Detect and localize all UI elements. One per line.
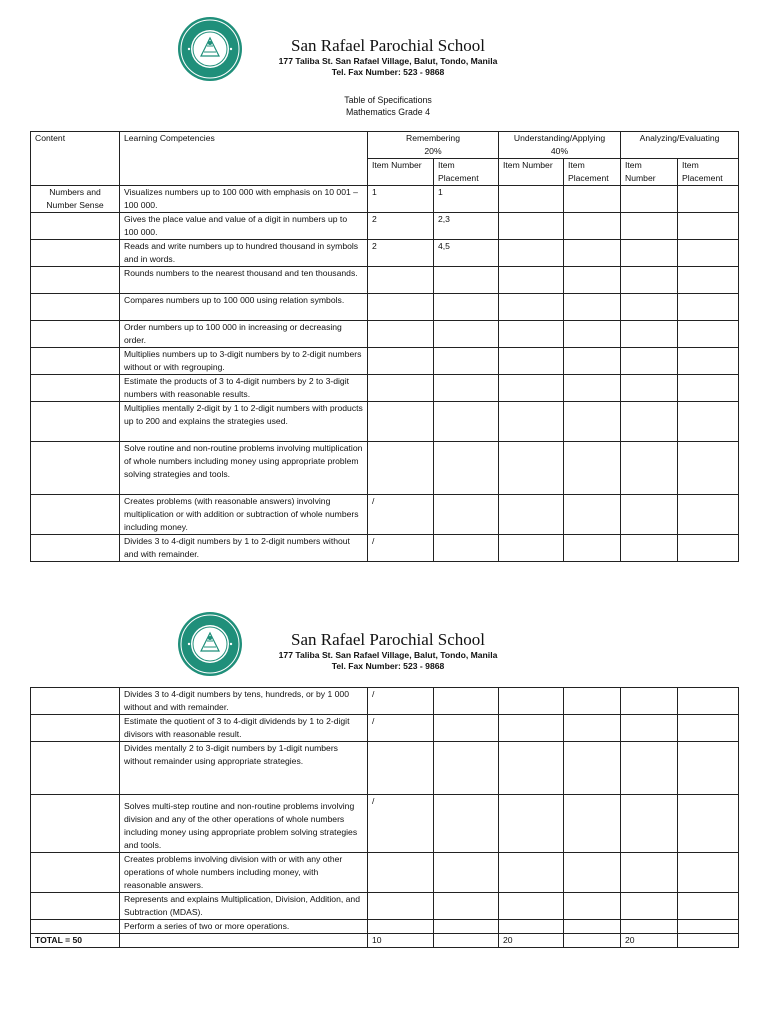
table-row [31, 535, 739, 562]
content-empty-cell [31, 715, 120, 742]
understanding-item-placement [564, 213, 621, 240]
analyzing-item-placement [678, 186, 739, 213]
analyzing-item-number [621, 213, 678, 240]
content-empty-cell [31, 321, 120, 348]
remembering-item-number [368, 402, 434, 442]
total-row [31, 934, 739, 948]
remembering-item-placement [434, 442, 499, 495]
understanding-item-placement [564, 920, 621, 934]
competency-cell: Solves multi-step routine and non-routine problems involving division and any of the other operations of whole numbers including money using appropriate problem solving strategies and tools. [120, 795, 368, 853]
school-seal-logo [177, 611, 243, 677]
understanding-item-number [499, 321, 564, 348]
competency-cell: Order numbers up to 100 000 in increasing or decreasing order. [120, 321, 368, 348]
content-empty-cell [31, 240, 120, 267]
content-empty-cell [31, 495, 120, 535]
competency-cell: Compares numbers up to 100 000 using relation symbols. [120, 294, 368, 321]
table-row [31, 893, 739, 920]
specification-table-page1 [30, 131, 739, 562]
understanding-item-placement [564, 402, 621, 442]
school-tel: Tel. Fax Number: 523 - 9868 [331, 661, 445, 671]
table-row [31, 402, 739, 442]
competency-cell: Creates problems involving division with or with any other operations of whole numbers including money, with reasonable answers. [120, 853, 368, 893]
understanding-item-number [499, 715, 564, 742]
remembering-item-placement [434, 495, 499, 535]
competency-cell: Multiplies mentally 2-digit by 1 to 2-digit numbers with products up to 200 and explains the strategies used. [120, 402, 368, 442]
competency-cell: Gives the place value and value of a digit in numbers up to 100 000. [120, 213, 368, 240]
remembering-item-placement [434, 375, 499, 402]
col-header-competencies: Learning Competencies [120, 132, 368, 186]
understanding-item-number [499, 920, 564, 934]
understanding-item-placement [564, 853, 621, 893]
content-empty-cell [31, 375, 120, 402]
analyzing-item-placement [678, 920, 739, 934]
table-header-row [31, 132, 739, 159]
remembering-item-number: / [368, 535, 434, 562]
remembering-item-number: 2 [368, 240, 434, 267]
remembering-item-number: / [368, 688, 434, 715]
content-empty-cell [31, 795, 120, 853]
document-title-block [260, 94, 516, 118]
competency-cell: Reads and write numbers up to hundred thousand in symbols and in words. [120, 240, 368, 267]
content-empty-cell [31, 688, 120, 715]
analyzing-item-placement [678, 442, 739, 495]
understanding-item-number [499, 402, 564, 442]
understanding-item-number [499, 213, 564, 240]
remembering-item-placement [434, 267, 499, 294]
analyzing-item-placement [678, 795, 739, 853]
remembering-item-placement: 4,5 [434, 240, 499, 267]
remembering-item-number [368, 267, 434, 294]
understanding-item-number [499, 893, 564, 920]
understanding-item-number [499, 267, 564, 294]
competency-cell: Estimate the products of 3 to 4-digit numbers by 2 to 3-digit numbers with reasonable results. [120, 375, 368, 402]
content-empty-cell [31, 267, 120, 294]
analyzing-item-number [621, 267, 678, 294]
competency-cell: Multiplies numbers up to 3-digit numbers by to 2-digit numbers without or with regrouping. [120, 348, 368, 375]
analyzing-item-placement [678, 267, 739, 294]
remembering-item-number [368, 321, 434, 348]
remembering-item-number [368, 893, 434, 920]
remembering-item-number [368, 348, 434, 375]
total-understanding-item-placement [564, 934, 621, 948]
school-address: 177 Taliba St. San Rafael Village, Balut, Tondo, Manila [278, 56, 498, 66]
understanding-item-number [499, 348, 564, 375]
analyzing-item-number [621, 688, 678, 715]
specification-table-page2 [30, 687, 739, 948]
analyzing-item-number [621, 240, 678, 267]
school-name: San Rafael Parochial School [290, 36, 486, 55]
analyzing-item-placement [678, 853, 739, 893]
understanding-item-number [499, 442, 564, 495]
analyzing-item-number [621, 893, 678, 920]
table-row [31, 795, 739, 853]
content-empty-cell [31, 213, 120, 240]
subheader-item-placement: Item Placement [564, 159, 621, 186]
understanding-item-placement [564, 535, 621, 562]
analyzing-item-number [621, 375, 678, 402]
remembering-item-placement [434, 853, 499, 893]
analyzing-item-placement [678, 893, 739, 920]
analyzing-item-number [621, 348, 678, 375]
table-row [31, 920, 739, 934]
remembering-item-placement [434, 348, 499, 375]
analyzing-item-placement [678, 213, 739, 240]
understanding-item-placement [564, 186, 621, 213]
competency-cell: Divides 3 to 4-digit numbers by 1 to 2-digit numbers without and with remainder. [120, 535, 368, 562]
analyzing-item-number [621, 920, 678, 934]
school-name: San Rafael Parochial School [290, 630, 486, 649]
table-row [31, 688, 739, 715]
analyzing-item-number [621, 402, 678, 442]
analyzing-item-number [621, 186, 678, 213]
understanding-item-placement [564, 348, 621, 375]
total-remembering-item-placement [434, 934, 499, 948]
competency-cell: Divides mentally 2 to 3-digit numbers by 1-digit numbers without remainder using appropriate strategies. [120, 742, 368, 795]
analyzing-item-placement [678, 535, 739, 562]
col-header-analyzing: Analyzing/Evaluating [621, 132, 739, 159]
competency-cell: Perform a series of two or more operations. [120, 920, 368, 934]
content-empty-cell [31, 893, 120, 920]
document-subtitle: Mathematics Grade 4 [345, 107, 431, 117]
understanding-item-placement [564, 240, 621, 267]
content-empty-cell [31, 535, 120, 562]
remembering-item-placement [434, 795, 499, 853]
subheader-item-placement: Item Placement [434, 159, 499, 186]
understanding-item-placement [564, 688, 621, 715]
total-remembering-item-number: 10 [368, 934, 434, 948]
content-empty-cell [31, 294, 120, 321]
document-title: Table of Specifications [344, 95, 432, 105]
subheader-item-number: Item Number [621, 159, 678, 186]
remembering-item-number [368, 742, 434, 795]
col-header-understanding: Understanding/Applying 40% [499, 132, 621, 159]
total-empty-cell [120, 934, 368, 948]
understanding-item-number [499, 688, 564, 715]
remembering-item-number [368, 853, 434, 893]
table-row [31, 294, 739, 321]
understanding-item-placement [564, 375, 621, 402]
competency-cell: Rounds numbers to the nearest thousand and ten thousands. [120, 267, 368, 294]
total-analyzing-item-placement [678, 934, 739, 948]
content-empty-cell [31, 442, 120, 495]
subheader-item-number: Item Number [368, 159, 434, 186]
table-row [31, 715, 739, 742]
total-understanding-item-number: 20 [499, 934, 564, 948]
content-empty-cell [31, 920, 120, 934]
analyzing-item-placement [678, 495, 739, 535]
table-row [31, 853, 739, 893]
total-analyzing-item-number: 20 [621, 934, 678, 948]
analyzing-item-placement [678, 688, 739, 715]
analyzing-item-placement [678, 348, 739, 375]
analyzing-item-placement [678, 742, 739, 795]
understanding-item-placement [564, 893, 621, 920]
understanding-item-number [499, 495, 564, 535]
analyzing-item-placement [678, 321, 739, 348]
understanding-item-number [499, 535, 564, 562]
remembering-item-placement [434, 893, 499, 920]
content-topic: Numbers and Number Sense [31, 186, 120, 213]
school-tel: Tel. Fax Number: 523 - 9868 [331, 67, 445, 77]
competency-cell: Visualizes numbers up to 100 000 with emphasis on 10 001 – 100 000. [120, 186, 368, 213]
remembering-item-number [368, 375, 434, 402]
remembering-item-placement [434, 920, 499, 934]
content-empty-cell [31, 348, 120, 375]
remembering-item-placement [434, 402, 499, 442]
page1-header [260, 36, 516, 78]
table-row [31, 213, 739, 240]
remembering-item-number [368, 442, 434, 495]
remembering-item-placement [434, 321, 499, 348]
table-row [31, 321, 739, 348]
analyzing-item-placement [678, 715, 739, 742]
analyzing-item-number [621, 853, 678, 893]
remembering-item-placement: 1 [434, 186, 499, 213]
col-header-content: Content [31, 132, 120, 186]
remembering-item-number [368, 920, 434, 934]
remembering-item-placement [434, 715, 499, 742]
table-row [31, 186, 739, 213]
table-row [31, 348, 739, 375]
understanding-item-number [499, 742, 564, 795]
understanding-item-placement [564, 795, 621, 853]
analyzing-item-number [621, 442, 678, 495]
remembering-item-placement [434, 742, 499, 795]
school-seal-logo [177, 16, 243, 82]
table-row [31, 442, 739, 495]
content-empty-cell [31, 402, 120, 442]
remembering-item-number: 1 [368, 186, 434, 213]
understanding-item-placement [564, 742, 621, 795]
competency-cell: Divides 3 to 4-digit numbers by tens, hundreds, or by 1 000 without and with remainder. [120, 688, 368, 715]
understanding-item-placement [564, 321, 621, 348]
understanding-item-number [499, 853, 564, 893]
competency-cell: Estimate the quotient of 3 to 4-digit dividends by 1 to 2-digit divisors with reasonable result. [120, 715, 368, 742]
analyzing-item-placement [678, 240, 739, 267]
table-row [31, 495, 739, 535]
table-row [31, 375, 739, 402]
analyzing-item-placement [678, 375, 739, 402]
remembering-item-placement [434, 688, 499, 715]
understanding-item-placement [564, 267, 621, 294]
analyzing-item-number [621, 715, 678, 742]
table-row [31, 267, 739, 294]
remembering-item-number: 2 [368, 213, 434, 240]
subheader-item-placement: Item Placement [678, 159, 739, 186]
content-empty-cell [31, 742, 120, 795]
analyzing-item-number [621, 742, 678, 795]
understanding-item-number [499, 294, 564, 321]
analyzing-item-number [621, 294, 678, 321]
competency-cell: Solve routine and non-routine problems involving multiplication of whole numbers including money using appropriate problem solving strategies and tools. [120, 442, 368, 495]
analyzing-item-number [621, 495, 678, 535]
analyzing-item-placement [678, 294, 739, 321]
col-header-remembering: Remembering 20% [368, 132, 499, 159]
understanding-item-number [499, 375, 564, 402]
school-address: 177 Taliba St. San Rafael Village, Balut, Tondo, Manila [278, 650, 498, 660]
table-row [31, 240, 739, 267]
understanding-item-placement [564, 294, 621, 321]
competency-cell: Represents and explains Multiplication, Division, Addition, and Subtraction (MDAS). [120, 893, 368, 920]
analyzing-item-placement [678, 402, 739, 442]
content-empty-cell [31, 853, 120, 893]
remembering-item-number: / [368, 795, 434, 853]
table-row [31, 742, 739, 795]
page2-header [260, 630, 516, 672]
remembering-item-number: / [368, 495, 434, 535]
subheader-item-number: Item Number [499, 159, 564, 186]
analyzing-item-number [621, 795, 678, 853]
total-label: TOTAL = 50 [31, 934, 120, 948]
understanding-item-number [499, 186, 564, 213]
remembering-item-number [368, 294, 434, 321]
remembering-item-placement [434, 294, 499, 321]
remembering-item-placement [434, 535, 499, 562]
understanding-item-number [499, 795, 564, 853]
analyzing-item-number [621, 535, 678, 562]
analyzing-item-number [621, 321, 678, 348]
remembering-item-number: / [368, 715, 434, 742]
understanding-item-placement [564, 495, 621, 535]
understanding-item-number [499, 240, 564, 267]
understanding-item-placement [564, 442, 621, 495]
competency-cell: Creates problems (with reasonable answers) involving multiplication or with addition or subtraction of whole numbers including money. [120, 495, 368, 535]
understanding-item-placement [564, 715, 621, 742]
remembering-item-placement: 2,3 [434, 213, 499, 240]
